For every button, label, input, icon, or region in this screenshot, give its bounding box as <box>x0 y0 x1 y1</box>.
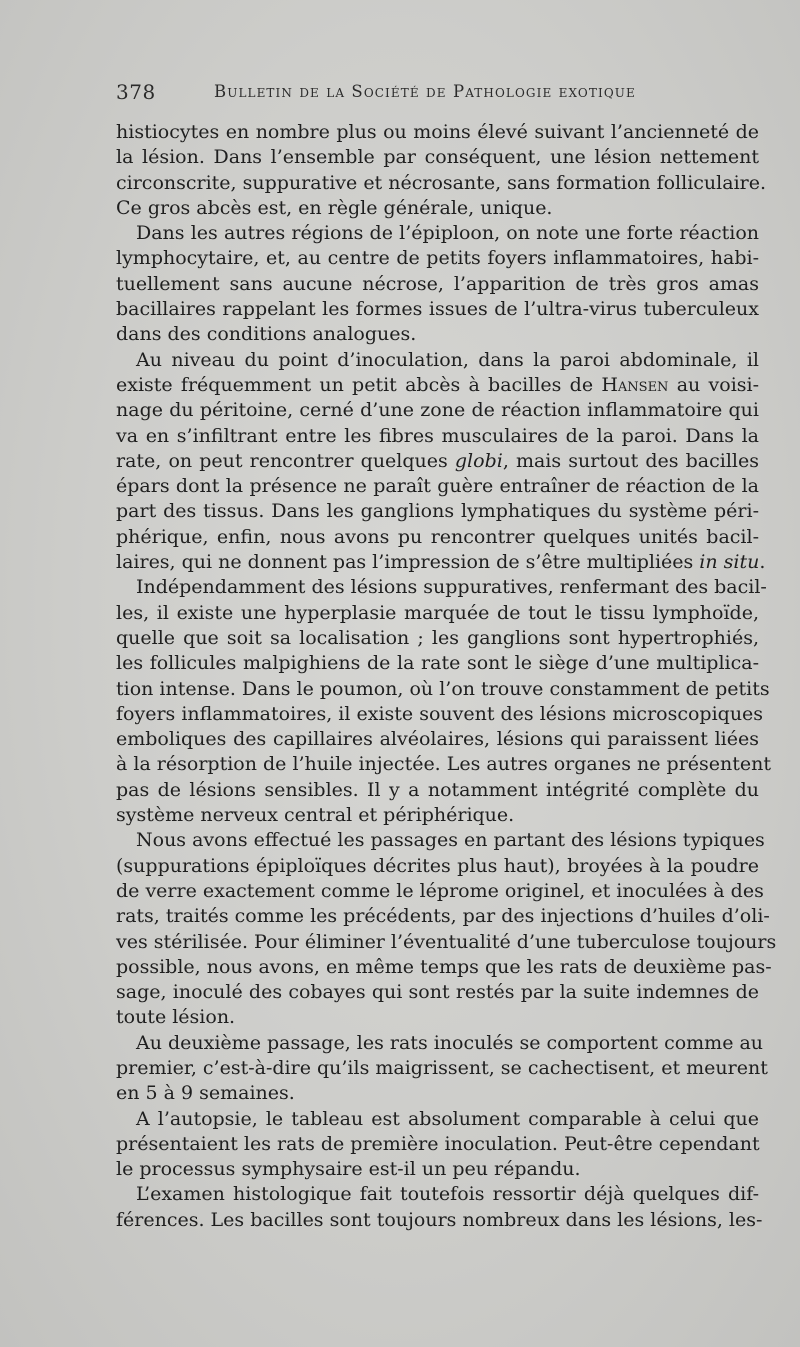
text-segment: globi <box>454 449 503 472</box>
text-line <box>116 955 772 980</box>
text-line <box>116 1005 759 1030</box>
text-line <box>116 904 770 929</box>
text-line <box>116 601 759 626</box>
text-segment: rats, traités comme les précédents, par des injections d’huiles d’oli- <box>116 905 770 928</box>
page-header <box>116 80 676 110</box>
text-line <box>116 171 767 196</box>
text-segment: Au deuxième passage, les rats inoculés se comportent comme au <box>136 1031 764 1054</box>
text-line <box>116 1132 759 1157</box>
paragraph <box>116 1107 759 1183</box>
text-line <box>116 424 759 449</box>
text-line <box>116 120 759 145</box>
text-line <box>116 398 759 423</box>
text-segment: Indépendamment des lésions suppuratives, renfermant des bacil- <box>136 576 767 599</box>
paragraph <box>116 348 766 576</box>
text-line <box>116 778 759 803</box>
text-line <box>116 727 759 752</box>
running-title: Bulletin de la Société de Pathologie exotique <box>214 82 636 101</box>
text-line <box>116 196 759 221</box>
text-segment: présentaient les rats de première inoculation. Peut-être cependant <box>116 1132 760 1155</box>
text-line <box>116 525 759 550</box>
text-segment: , mais surtout des bacilles <box>502 449 759 472</box>
text-segment: pas de lésions sensibles. Il y a notamment intégrité complète du <box>116 778 759 801</box>
text-segment: les follicules malpighiens de la rate sont le siège d’une multiplica- <box>116 652 759 675</box>
text-segment: possible, nous avons, en même temps que les rats de deuxième pas- <box>116 955 772 978</box>
text-segment: foyers inflammatoires, il existe souvent des lésions microscopiques <box>116 702 764 725</box>
text-line <box>116 322 759 347</box>
text-segment: part des tissus. Dans les ganglions lymphatiques du système péri- <box>116 500 759 523</box>
text-line <box>116 1208 763 1233</box>
text-segment: phérique, enfin, nous avons pu rencontrer quelques unités bacil- <box>116 525 759 548</box>
text-line <box>116 449 759 474</box>
paragraph <box>116 120 767 221</box>
paragraph <box>116 1182 763 1233</box>
paragraph <box>116 1031 768 1107</box>
text-line <box>116 1081 759 1106</box>
text-segment: va en s’infiltrant entre les fibres musculaires de la paroi. Dans la <box>116 424 759 447</box>
text-segment: Ce gros abcès est, en règle générale, unique. <box>116 196 553 219</box>
text-segment: toute lésion. <box>116 1006 236 1029</box>
text-segment: les, il existe une hyperplasie marquée de tout le tissu lymphoïde, <box>116 601 759 624</box>
text-line <box>116 854 759 879</box>
text-segment: emboliques des capillaires alvéolaires, lésions qui paraissent liées <box>116 728 759 751</box>
text-line <box>116 702 764 727</box>
text-line <box>116 373 759 398</box>
text-segment: au voisi- <box>668 373 760 396</box>
text-segment: histiocytes en nombre plus ou moins élevé suivant l’ancienneté de <box>116 121 759 143</box>
text-segment: la lésion. Dans l’ensemble par conséquent, une lésion nettement <box>116 146 759 169</box>
text-segment: Nous avons effectué les passages en partant des lésions typiques <box>136 829 765 852</box>
text-segment: circonscrite, suppurative et nécrosante, sans formation folliculaire. <box>116 171 767 194</box>
text-segment: existe fréquemment un petit abcès à bacilles de <box>116 373 602 396</box>
text-line <box>116 272 759 297</box>
text-segment: . <box>759 551 766 574</box>
text-line <box>116 626 759 651</box>
text-segment: ves stérilisée. Pour éliminer l’éventualité d’une tuberculose toujours <box>116 930 777 953</box>
text-segment: A l’autopsie, le tableau est absolument comparable à celui que <box>136 1107 759 1130</box>
text-segment: laires, qui ne donnent pas l’impression de s’être multipliées <box>116 551 700 574</box>
text-line <box>116 1157 759 1182</box>
text-line <box>116 145 759 170</box>
text-segment: lymphocytaire, et, au centre de petits foyers inflammatoires, habi- <box>116 247 759 270</box>
paragraph <box>116 575 772 828</box>
page-number: 378 <box>116 80 156 104</box>
text-line <box>116 348 759 373</box>
text-segment: bacillaires rappelant les formes issues de l’ultra-virus tuberculeux <box>116 298 759 321</box>
text-segment: L’examen histologique fait toutefois ressortir déjà quelques dif- <box>136 1183 759 1206</box>
text-line <box>116 803 759 828</box>
text-line <box>116 221 759 246</box>
text-segment: quelle que soit sa localisation ; les ganglions sont hypertrophiés, <box>116 626 759 649</box>
text-line <box>116 297 759 322</box>
text-line <box>116 474 759 499</box>
text-segment: le processus symphysaire est-il un peu répandu. <box>116 1158 581 1181</box>
text-segment: Dans les autres régions de l’épiploon, on note une forte réaction <box>136 222 759 245</box>
text-line <box>116 575 767 600</box>
paragraph <box>116 828 777 1030</box>
text-segment: épars dont la présence ne paraît guère entraîner de réaction de la <box>116 475 759 498</box>
text-segment: premier, c’est-à-dire qu’ils maigrissent, se cachectisent, et meurent <box>116 1056 768 1079</box>
text-segment: rate, on peut rencontrer quelques <box>116 449 455 472</box>
text-line <box>116 1182 759 1207</box>
text-segment: tuellement sans aucune nécrose, l’apparition de très gros amas <box>116 272 759 295</box>
text-line <box>116 1056 768 1081</box>
text-segment: tion intense. Dans le poumon, où l’on trouve constamment de petits <box>116 677 770 700</box>
text-line <box>116 752 772 777</box>
text-line <box>116 1031 764 1056</box>
text-segment: sage, inoculé des cobayes qui sont restés par la suite indemnes de <box>116 981 759 1004</box>
text-line <box>116 246 759 271</box>
text-line <box>116 828 765 853</box>
text-line <box>116 550 766 575</box>
text-segment: Hansen <box>601 373 669 396</box>
text-segment: système nerveux central et périphérique. <box>116 804 515 827</box>
paragraph <box>116 221 759 347</box>
text-segment: nage du péritoine, cerné d’une zone de réaction inflammatoire qui <box>116 399 759 422</box>
body-text <box>116 120 777 1233</box>
text-segment: in situ <box>699 551 760 574</box>
text-segment: Au niveau du point d’inoculation, dans la paroi abdominale, il <box>136 348 759 371</box>
text-segment: de verre exactement comme le léprome originel, et inoculées à des <box>116 879 764 902</box>
text-segment: à la résorption de l’huile injectée. Les autres organes ne présentent <box>116 753 772 776</box>
text-line <box>116 1107 759 1132</box>
text-line <box>116 879 764 904</box>
text-segment: dans des conditions analogues. <box>116 323 417 346</box>
text-segment: férences. Les bacilles sont toujours nombreux dans les lésions, les- <box>116 1208 763 1231</box>
text-line <box>116 499 759 524</box>
text-segment: en 5 à 9 semaines. <box>116 1082 295 1105</box>
text-line <box>116 677 770 702</box>
text-segment: (suppurations épiploïques décrites plus haut), broyées à la poudre <box>116 854 759 877</box>
text-line <box>116 980 759 1005</box>
text-line <box>116 930 777 955</box>
text-line <box>116 651 759 676</box>
